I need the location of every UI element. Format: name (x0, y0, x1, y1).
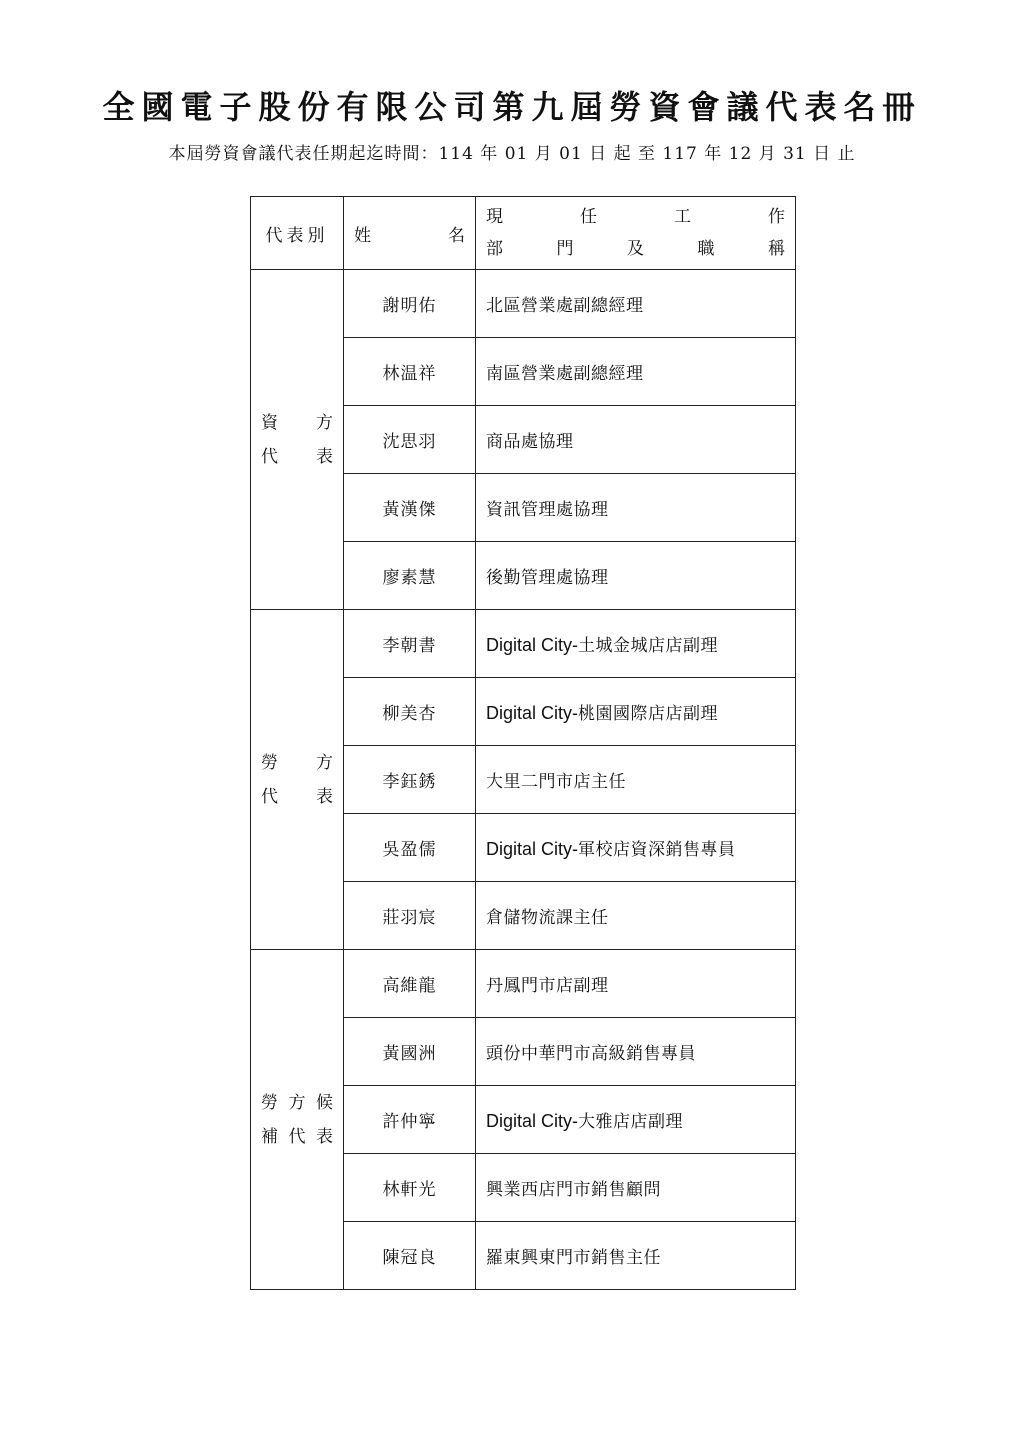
representative-name: 柳美杏 (344, 678, 476, 746)
job-title-cell (476, 270, 796, 338)
document-title: 全國電子股份有限公司第九屆勞資會議代表名冊 (102, 88, 922, 126)
job-title-cell (476, 338, 796, 406)
job-title: 丹鳳門市店副理 (486, 976, 609, 996)
category-char: 表 (316, 1126, 333, 1147)
table-row (251, 610, 796, 678)
job-title-cell (476, 542, 796, 610)
term-period: 本屆勞資會議代表任期起迄時間：114 年 01 月 01 日 起 至 117 年 12 月 31 日 止 (168, 144, 856, 164)
representative-name: 許仲寧 (344, 1086, 476, 1154)
header-category: 代表別 (251, 197, 344, 270)
job-title-cell (476, 678, 796, 746)
header-job-char: 任 (580, 207, 597, 227)
header-job-char: 及 (627, 239, 644, 259)
job-title: 軍校店資深銷售專員 (578, 840, 736, 860)
job-title-cell (476, 1154, 796, 1222)
category-char: 表 (316, 446, 333, 467)
job-title: 興業西店門市銷售顧問 (486, 1180, 661, 1200)
job-brand-prefix: Digital City- (486, 839, 579, 859)
category-char: 代 (261, 786, 278, 807)
category-char: 勞 (261, 752, 278, 773)
job-title-cell (476, 474, 796, 542)
header-name-char: 名 (448, 225, 465, 246)
job-title-cell (476, 814, 796, 882)
category-char: 方 (288, 1092, 306, 1113)
representatives-table (250, 196, 796, 1290)
category-cell (251, 950, 344, 1290)
category-char: 資 (261, 412, 278, 433)
header-job-char: 稱 (768, 239, 785, 259)
job-title: 大雅店店副理 (578, 1112, 684, 1132)
representative-name: 黃國洲 (344, 1018, 476, 1086)
representative-name: 謝明佑 (344, 270, 476, 338)
header-job-char: 現 (486, 207, 503, 227)
job-title: 羅東興東門市銷售主任 (486, 1248, 661, 1268)
category-cell (251, 610, 344, 950)
representative-name: 李鈺銹 (344, 746, 476, 814)
job-brand-prefix: Digital City- (486, 1111, 579, 1131)
job-title-cell (476, 1018, 796, 1086)
job-title: 後勤管理處協理 (486, 568, 609, 588)
representative-name: 沈思羽 (344, 406, 476, 474)
header-name (344, 197, 476, 270)
job-brand-prefix: Digital City- (486, 635, 579, 655)
representative-name: 黃漢傑 (344, 474, 476, 542)
category-char: 方 (316, 752, 333, 773)
header-job-char: 作 (768, 207, 785, 227)
category-char: 方 (316, 412, 333, 433)
representative-name: 廖素慧 (344, 542, 476, 610)
job-title: 土城金城店店副理 (578, 636, 719, 656)
category-char: 候 (316, 1092, 333, 1113)
category-char: 表 (316, 786, 333, 807)
category-char: 代 (288, 1126, 306, 1147)
job-title: 資訊管理處協理 (486, 500, 609, 520)
table-row (251, 950, 796, 1018)
header-job-char: 工 (674, 207, 691, 227)
job-title-cell (476, 406, 796, 474)
representative-name: 陳冠良 (344, 1222, 476, 1290)
job-title: 頭份中華門市高級銷售專員 (486, 1044, 696, 1064)
representative-name: 高維龍 (344, 950, 476, 1018)
job-brand-prefix: Digital City- (486, 703, 579, 723)
category-char: 補 (261, 1126, 278, 1147)
table-row (251, 270, 796, 338)
header-job-char: 部 (486, 239, 503, 259)
job-title: 南區營業處副總經理 (486, 364, 644, 384)
header-job-char: 職 (697, 239, 715, 259)
job-title: 北區營業處副總經理 (486, 296, 644, 316)
representative-name: 吳盈儒 (344, 814, 476, 882)
header-name-char: 姓 (354, 225, 371, 246)
job-title: 大里二門市店主任 (486, 772, 626, 792)
representative-name: 莊羽宸 (344, 882, 476, 950)
job-title-cell (476, 1086, 796, 1154)
job-title: 商品處協理 (486, 432, 574, 452)
category-char: 勞 (261, 1092, 278, 1113)
representative-name: 林軒光 (344, 1154, 476, 1222)
header-job (476, 197, 796, 270)
job-title-cell (476, 1222, 796, 1290)
header-job-char: 門 (556, 239, 574, 259)
table-header-row (251, 197, 796, 270)
category-cell (251, 270, 344, 610)
job-title: 桃園國際店店副理 (578, 704, 719, 724)
job-title-cell (476, 746, 796, 814)
representative-name: 李朝書 (344, 610, 476, 678)
category-char: 代 (261, 446, 278, 467)
representative-name: 林温祥 (344, 338, 476, 406)
job-title-cell (476, 950, 796, 1018)
job-title-cell (476, 882, 796, 950)
job-title: 倉儲物流課主任 (486, 908, 609, 928)
job-title-cell (476, 610, 796, 678)
